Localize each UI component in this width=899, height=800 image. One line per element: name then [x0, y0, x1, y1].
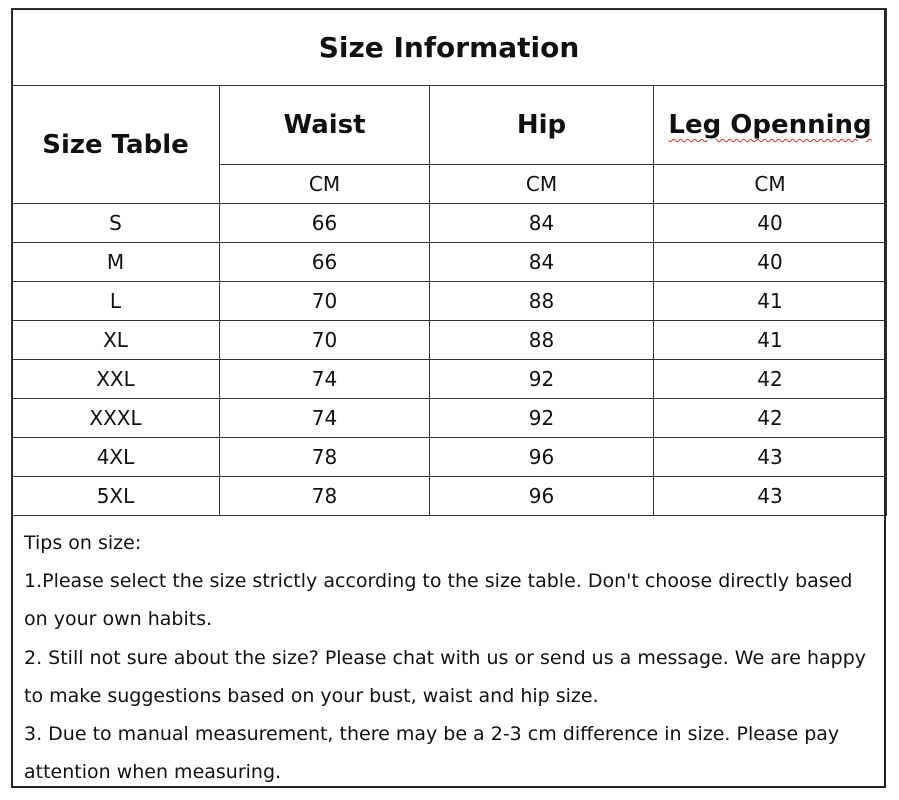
waist-cell: 70 [220, 282, 430, 321]
size-cell: XXXL [12, 399, 220, 438]
hip-cell: 96 [430, 438, 654, 477]
leg-cell: 42 [654, 399, 887, 438]
waist-cell: 78 [220, 438, 430, 477]
size-tips [13, 520, 881, 791]
waist-cell: 70 [220, 321, 430, 360]
hip-cell: 84 [430, 243, 654, 282]
tip-item: 3. Due to manual measurement, there may be a 2-3 cm difference in size. Please pay attention when measuring. [24, 723, 840, 784]
size-cell: XL [12, 321, 220, 360]
waist-cell: 78 [220, 477, 430, 516]
table-row [12, 282, 887, 321]
column-header-size: Size Table [12, 86, 220, 204]
table-row [12, 360, 887, 399]
size-table [11, 8, 887, 516]
unit-waist: CM [220, 165, 430, 204]
tips-heading: Tips on size: [24, 532, 142, 554]
size-cell: XXL [12, 360, 220, 399]
leg-cell: 43 [654, 438, 887, 477]
tip-item: 2. Still not sure about the size? Please chat with us or send us a message. We are happy to make suggestions based on your bust, waist and hip size. [24, 646, 867, 707]
waist-cell: 74 [220, 399, 430, 438]
waist-cell: 74 [220, 360, 430, 399]
column-header-leg-opening-label: Leg Openning [668, 110, 872, 140]
size-cell: 5XL [12, 477, 220, 516]
table-row [12, 399, 887, 438]
hip-cell: 92 [430, 360, 654, 399]
waist-cell: 66 [220, 243, 430, 282]
unit-hip: CM [430, 165, 654, 204]
tip-item: 1.Please select the size strictly according to the size table. Don't choose directly based on your own habits. [24, 570, 853, 631]
leg-cell: 43 [654, 477, 887, 516]
column-header-waist: Waist [220, 86, 430, 165]
table-row [12, 321, 887, 360]
size-cell: S [12, 204, 220, 243]
size-cell: M [12, 243, 220, 282]
column-header-leg-opening [654, 86, 887, 165]
leg-cell: 42 [654, 360, 887, 399]
table-row [12, 477, 887, 516]
size-cell: 4XL [12, 438, 220, 477]
table-row [12, 243, 887, 282]
hip-cell: 92 [430, 399, 654, 438]
leg-cell: 40 [654, 204, 887, 243]
hip-cell: 88 [430, 321, 654, 360]
column-header-hip: Hip [430, 86, 654, 165]
leg-cell: 40 [654, 243, 887, 282]
hip-cell: 84 [430, 204, 654, 243]
table-row [12, 204, 887, 243]
table-row [12, 438, 887, 477]
hip-cell: 96 [430, 477, 654, 516]
title-row [12, 9, 887, 86]
size-cell: L [12, 282, 220, 321]
leg-cell: 41 [654, 282, 887, 321]
waist-cell: 66 [220, 204, 430, 243]
unit-leg-opening: CM [654, 165, 887, 204]
hip-cell: 88 [430, 282, 654, 321]
leg-cell: 41 [654, 321, 887, 360]
page-title: Size Information [12, 9, 887, 86]
header-row [12, 86, 887, 165]
